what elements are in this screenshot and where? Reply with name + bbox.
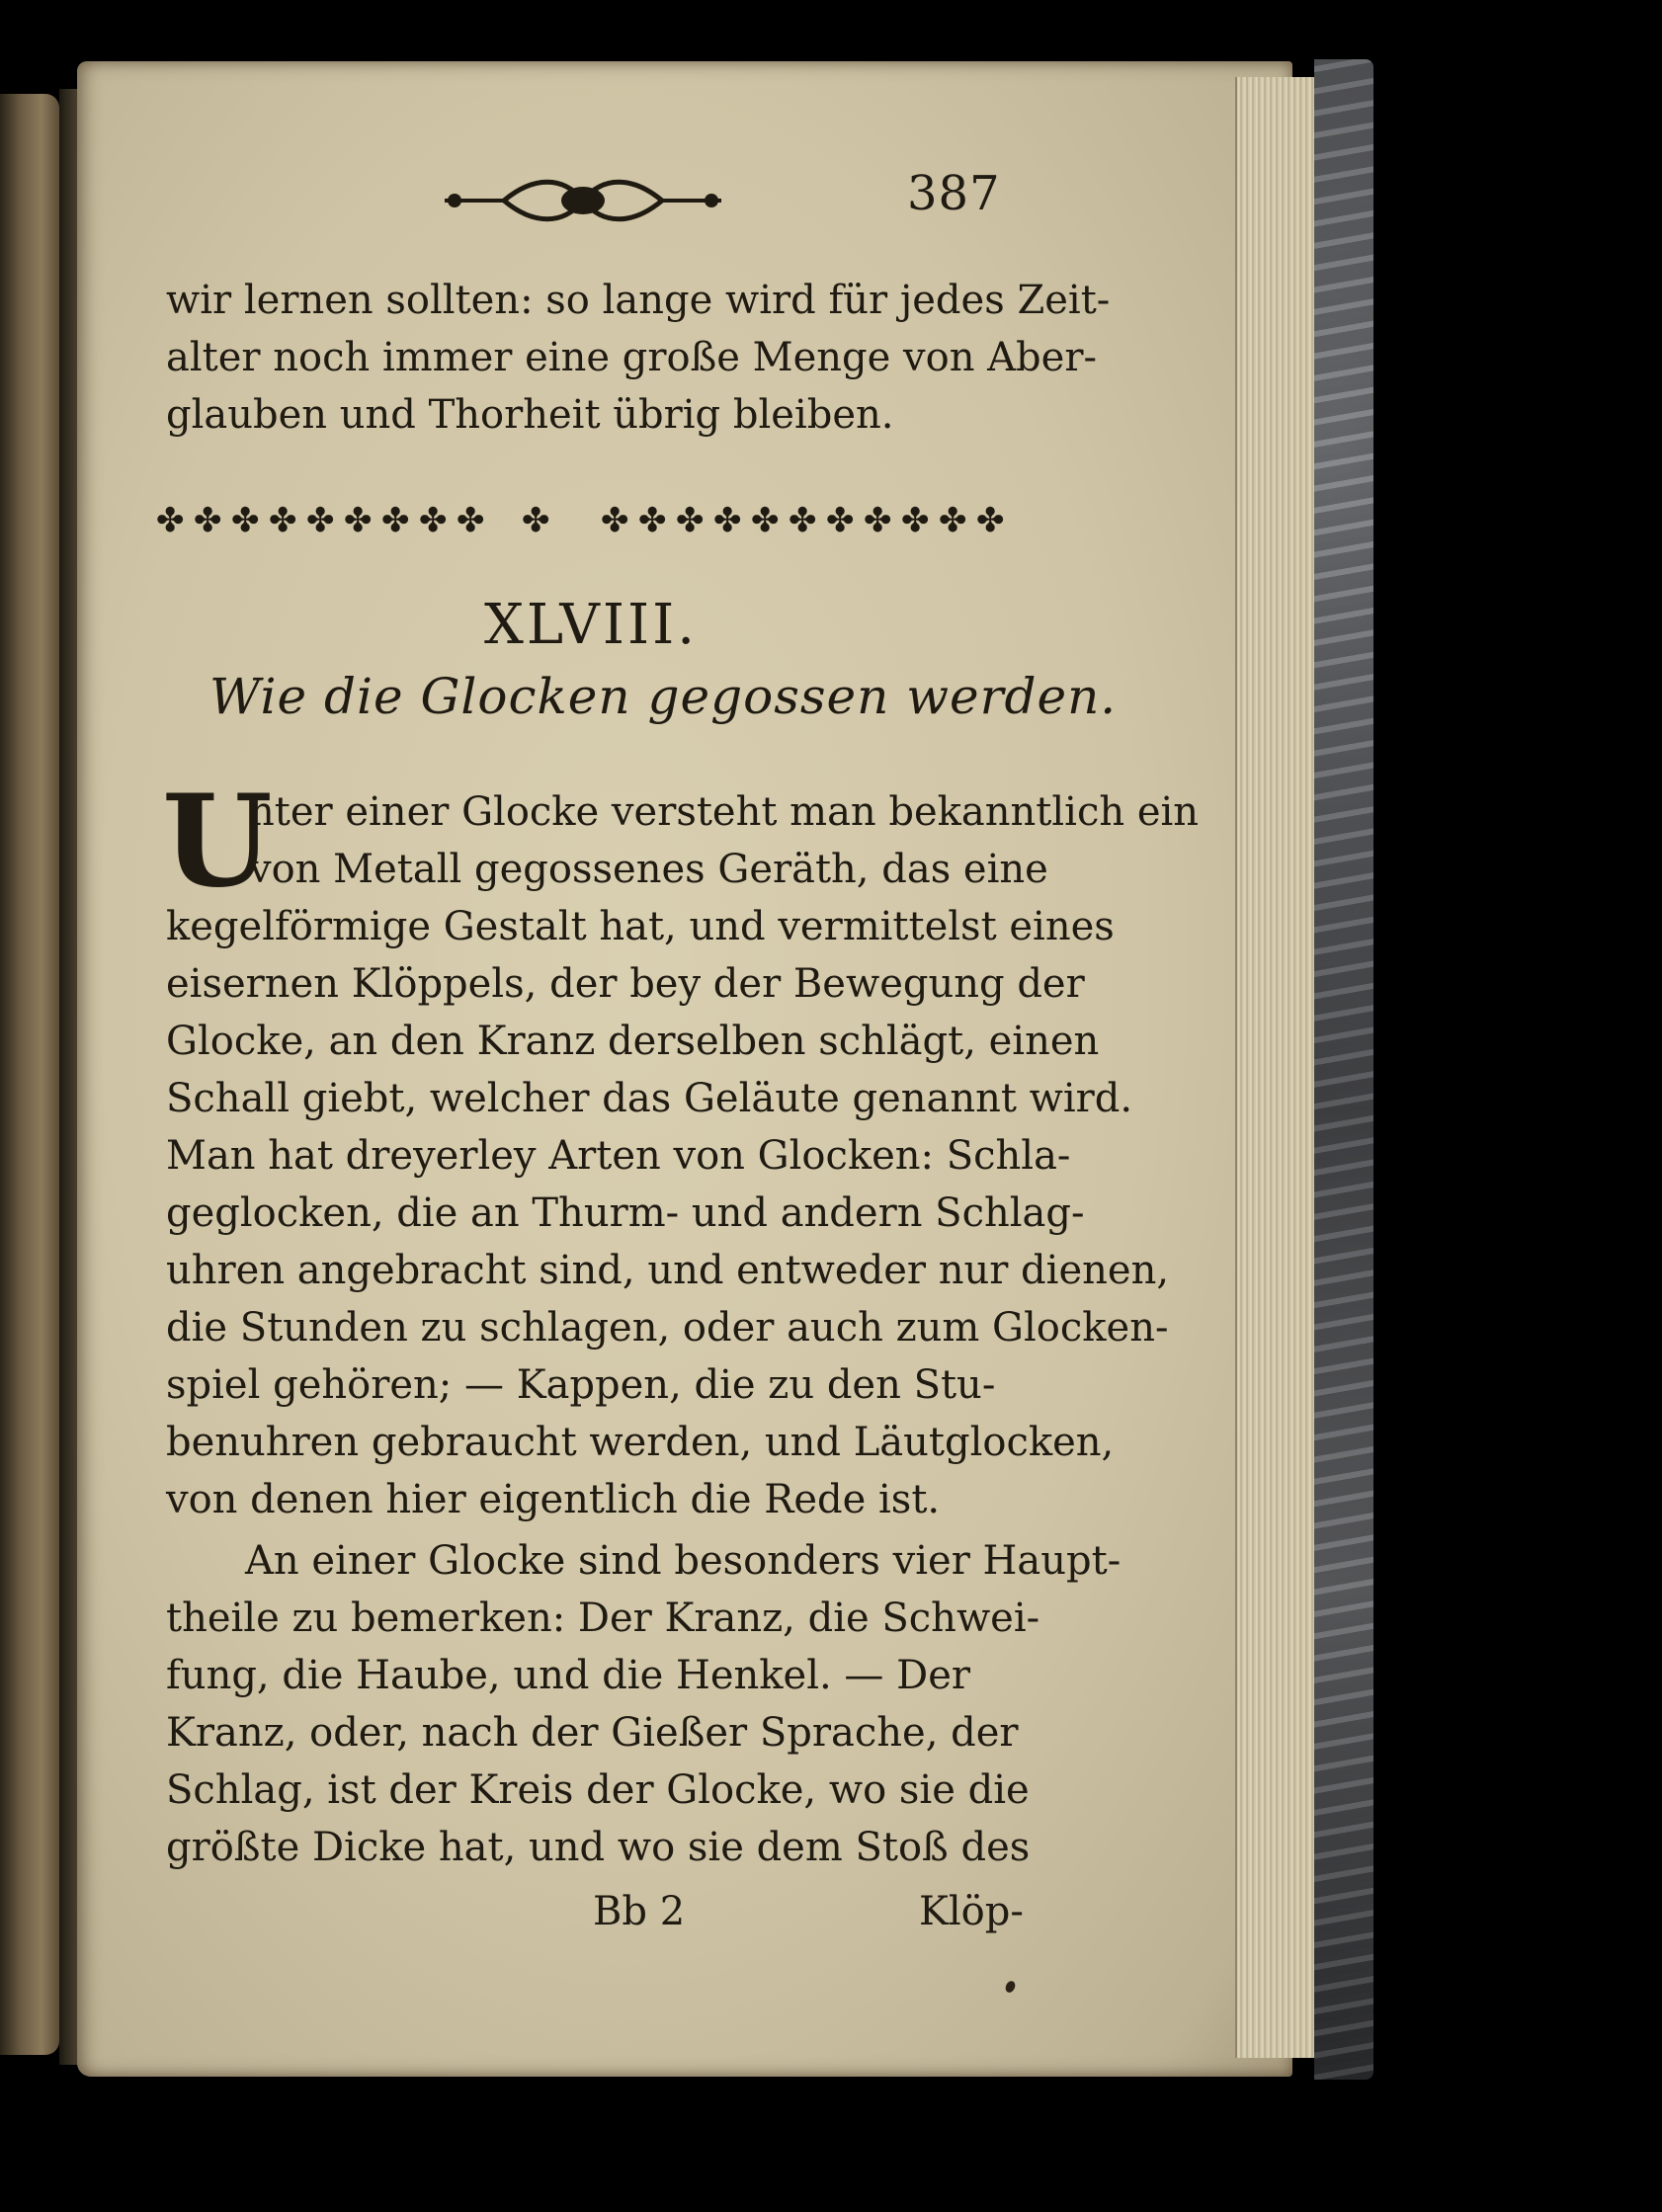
svg-text:✤: ✤	[976, 501, 1005, 540]
marbled-cover-pattern	[1314, 59, 1373, 2080]
ornamental-divider	[156, 492, 1016, 547]
svg-text:✤: ✤	[419, 501, 448, 540]
catchword: Klöp-	[919, 1889, 1024, 1934]
text-line: wir lernen sollten: so lange wird für jedes Zeit-	[166, 278, 1111, 323]
text-line: Kranz, oder, nach der Gießer Sprache, der	[166, 1710, 1019, 1756]
text-line: spiel gehören; — Kappen, die zu den Stu-	[166, 1362, 996, 1408]
svg-text:✤: ✤	[269, 501, 297, 540]
text-line: theile zu bemerken: Der Kranz, die Schwei-	[166, 1596, 1040, 1641]
svg-text:✤: ✤	[939, 501, 967, 540]
svg-text:✤: ✤	[381, 501, 410, 540]
svg-text:✤: ✤	[638, 501, 667, 540]
text-line: alter noch immer eine große Menge von Aber-	[166, 335, 1097, 380]
svg-text:✤: ✤	[676, 501, 705, 540]
book-gutter	[59, 89, 79, 2065]
text-line: von Metall gegossenes Geräth, das eine	[249, 847, 1048, 892]
text-line: größte Dicke hat, und wo sie dem Stoß des	[166, 1825, 1031, 1870]
left-page-edge	[0, 94, 59, 2055]
svg-text:✤: ✤	[751, 501, 780, 540]
svg-text:✤: ✤	[344, 501, 373, 540]
text-line: benuhren gebraucht werden, und Läutglocken,	[166, 1420, 1115, 1465]
svg-text:✤: ✤	[713, 501, 742, 540]
text-line: Man hat dreyerley Arten von Glocken: Schla-	[166, 1133, 1071, 1179]
text-line: von denen hier eigentlich die Rede ist.	[166, 1477, 941, 1522]
svg-text:✤: ✤	[826, 501, 855, 540]
text-line: glauben und Thorheit übrig bleiben.	[166, 392, 894, 438]
headpiece-ornament	[435, 176, 731, 225]
text-line: geglocken, die an Thurm- und andern Schlag-	[166, 1190, 1085, 1236]
text-line: die Stunden zu schlagen, oder auch zum Glocken-	[166, 1305, 1169, 1351]
text-line: uhren angebracht sind, und entweder nur dienen,	[166, 1248, 1170, 1293]
chapter-title: Wie die Glocken gegossen werden.	[209, 668, 1118, 725]
svg-text:✤: ✤	[306, 501, 335, 540]
svg-text:✤: ✤	[901, 501, 930, 540]
text-line: Schlag, ist der Kreis der Glocke, wo sie die	[166, 1767, 1030, 1813]
text-line: Glocke, an den Kranz derselben schlägt, einen	[166, 1019, 1100, 1064]
text-line: kegelförmige Gestalt hat, und vermittelst eines	[166, 904, 1115, 949]
svg-text:✤: ✤	[194, 501, 222, 540]
text-line: Schall giebt, welcher das Geläute genannt wird.	[166, 1076, 1133, 1121]
chapter-number: XLVIII.	[484, 593, 699, 657]
svg-text:✤: ✤	[457, 501, 485, 540]
signature-mark: Bb 2	[593, 1889, 686, 1934]
page-block-edges	[1235, 77, 1326, 2058]
svg-text:✤: ✤	[864, 501, 892, 540]
drop-capital: U	[162, 768, 273, 916]
svg-text:✤: ✤	[601, 501, 629, 540]
text-line: eisernen Klöppels, der bey der Bewegung der	[166, 961, 1085, 1007]
page-number: 387	[907, 166, 1001, 221]
svg-text:✤: ✤	[231, 501, 260, 540]
svg-text:✤: ✤	[789, 501, 817, 540]
text-line: An einer Glocke sind besonders vier Haupt-	[245, 1538, 1122, 1584]
svg-text:✤: ✤	[156, 501, 185, 540]
text-line: fung, die Haube, und die Henkel. — Der	[166, 1653, 971, 1698]
svg-text:✤: ✤	[522, 501, 550, 540]
text-line: nter einer Glocke versteht man bekanntlich ein	[249, 789, 1200, 835]
